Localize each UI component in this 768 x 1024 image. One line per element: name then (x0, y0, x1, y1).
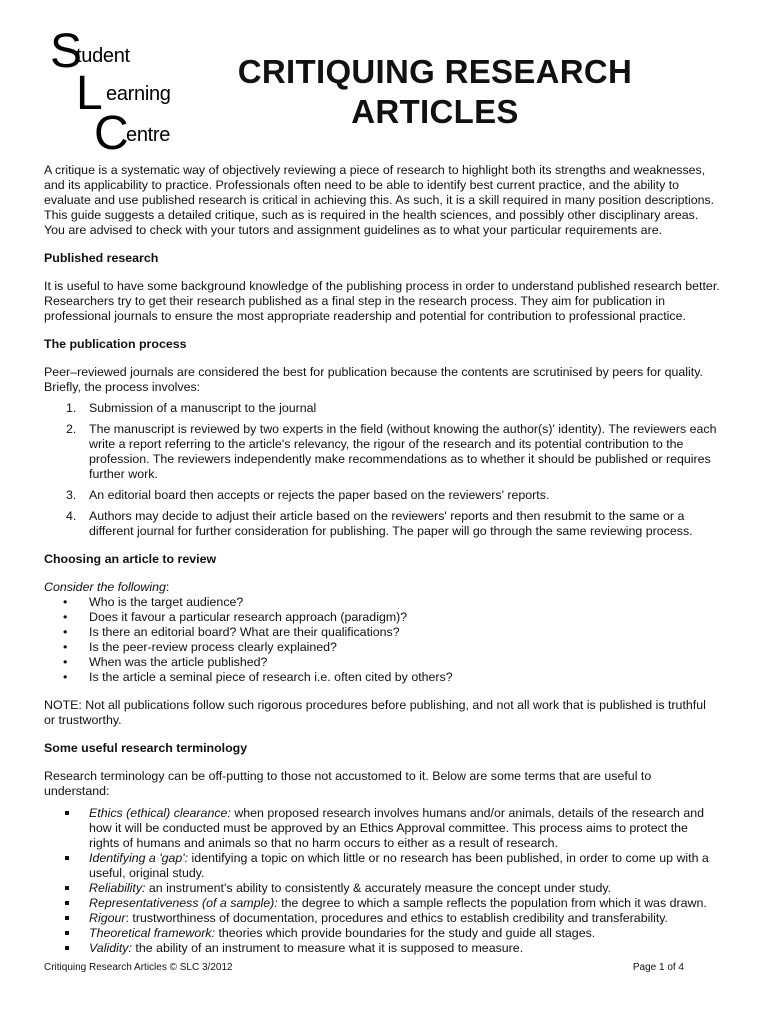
term-definition: : trustworthiness of documentation, procedures and ethics to establish credibility and transferability. (125, 911, 668, 925)
square-bullet-icon (65, 946, 69, 950)
bullet-icon: • (63, 610, 68, 624)
terminology-list (44, 806, 720, 956)
step-text: An editorial board then accepts or rejects the paper based on the reviewers' reports. (89, 488, 550, 502)
term-name: Validity: (89, 941, 132, 955)
term-definition: the ability of an instrument to measure what it is supposed to measure. (131, 941, 524, 955)
list-item-text: Is the peer-review process clearly explained? (89, 640, 337, 654)
term-item (44, 806, 720, 851)
term-item (44, 926, 720, 941)
term-name: Rigour (89, 911, 126, 925)
title-line-2: ARTICLES (351, 93, 519, 130)
slc-logo (50, 25, 180, 160)
consider-label: Consider the following (44, 580, 166, 594)
term-name: Ethics (ethical) clearance: (89, 806, 231, 820)
process-step (44, 488, 720, 503)
step-text: Authors may decide to adjust their article based on the reviewers' reports and then resubmit to the same or a different journal for further consideration for publishing. The paper will go through the same reviewing process. (89, 509, 693, 538)
term-name: Reliability: (89, 881, 146, 895)
step-number: 3. (66, 488, 77, 502)
list-item (44, 625, 720, 640)
logo-word-tudent: tudent (76, 45, 130, 67)
process-step (44, 509, 720, 539)
title-line-1: CRITIQUING RESEARCH (237, 53, 633, 90)
page-title (200, 52, 670, 132)
logo-letter-c: C (94, 107, 129, 160)
bullet-icon: • (63, 625, 68, 639)
square-bullet-icon (65, 916, 69, 920)
term-name: Theoretical framework: (89, 926, 216, 940)
process-steps (44, 401, 720, 539)
logo-word-earning: earning (106, 83, 171, 105)
list-item-text: Is the article a seminal piece of research i.e. often cited by others? (89, 670, 453, 684)
process-heading: The publication process (44, 337, 187, 351)
term-definition: an instrument's ability to consistently & accurately measure the concept under study. (145, 881, 612, 895)
list-item-text: Who is the target audience? (89, 595, 244, 609)
term-definition: identifying a topic on which little or no research has been published, in order to come up with a useful, original study. (89, 851, 709, 880)
term-name: Representativeness (of a sample): (89, 896, 278, 910)
term-definition: the degree to which a sample reflects the population from which it was drawn. (277, 896, 707, 910)
step-number: 2. (66, 422, 77, 436)
note-paragraph: NOTE: Not all publications follow such rigorous procedures before publishing, and not all work that is published is truthful or trustworthy. (44, 698, 706, 727)
square-bullet-icon (65, 901, 69, 905)
list-item-text: When was the article published? (89, 655, 268, 669)
step-number: 4. (66, 509, 77, 523)
process-step (44, 422, 720, 482)
term-item (44, 851, 720, 881)
document-body (44, 163, 720, 956)
published-paragraph: It is useful to have some background knowledge of the publishing process in order to understand published research better. Researchers try to get their research published as a final step in the research process. They aim for publication in professional journals to ensure the most appropriate readership and potential for contribution to professional practice. (44, 279, 720, 323)
term-item (44, 881, 720, 896)
term-item (44, 911, 720, 926)
bullet-icon: • (63, 655, 68, 669)
step-text: The manuscript is reviewed by two experts in the field (without knowing the author(s)' identity). The reviewers each write a report referring to the article's relevancy, the rigour of the research and its potential contribution to the profession. The reviewers independently make recommendations as to whether it should be published or requires further work. (89, 422, 717, 481)
term-definition: theories which provide boundaries for the study and guide all stages. (215, 926, 596, 940)
logo-word-entre: entre (126, 124, 171, 146)
terminology-intro: Research terminology can be off-putting to those not accustomed to it. Below are some terms that are useful to understand: (44, 769, 652, 798)
list-item-text: Does it favour a particular research approach (paradigm)? (89, 610, 408, 624)
footer-copyright: Critiquing Research Articles © SLC 3/2012 (44, 962, 233, 973)
term-item (44, 896, 720, 911)
step-number: 1. (66, 401, 77, 415)
choosing-heading: Choosing an article to review (44, 552, 217, 566)
square-bullet-icon (65, 886, 69, 890)
logo-letter-s: S (50, 25, 83, 78)
logo-letter-l: L (76, 67, 103, 120)
terminology-heading: Some useful research terminology (44, 741, 248, 755)
published-heading: Published research (44, 251, 159, 265)
term-name: Identifying a 'gap': (89, 851, 189, 865)
consider-colon: : (165, 580, 170, 594)
choosing-list (44, 595, 720, 685)
process-step (44, 401, 720, 416)
term-item (44, 941, 720, 956)
square-bullet-icon (65, 811, 69, 815)
term-definition: when proposed research involves humans and/or animals, details of the research and how it will be conducted must be approved by an Ethics Approval committee. This process aims to protect the rights of humans and animals so that no harm occurs to either as a result of research. (89, 806, 705, 850)
intro-paragraph: A critique is a systematic way of objectively reviewing a piece of research to highlight both its strengths and weaknesses, and its applicability to practice. Professionals often need to be able to identify best current practice, and the ability to evaluate and use published research is critical in achieving this. As such, it is a skill required in many position descriptions. This guide suggests a detailed critique, such as is required in the health sciences, and possibly other disciplinary areas. You are advised to check with your tutors and assignment guidelines as to what your particular requirements are. (44, 163, 715, 237)
square-bullet-icon (65, 856, 69, 860)
list-item (44, 655, 720, 670)
consider-line (44, 580, 720, 595)
bullet-icon: • (63, 640, 68, 654)
list-item (44, 595, 720, 610)
square-bullet-icon (65, 931, 69, 935)
process-intro: Peer–reviewed journals are considered the best for publication because the contents are scrutinised by peers for quality. Briefly, the process involves: (44, 365, 703, 394)
list-item (44, 670, 720, 685)
footer-page-number: Page 1 of 4 (632, 962, 684, 973)
list-item (44, 640, 720, 655)
step-text: Submission of a manuscript to the journal (89, 401, 317, 415)
bullet-icon: • (63, 595, 68, 609)
bullet-icon: • (63, 670, 68, 684)
list-item-text: Is there an editorial board? What are their qualifications? (89, 625, 400, 639)
list-item (44, 610, 720, 625)
